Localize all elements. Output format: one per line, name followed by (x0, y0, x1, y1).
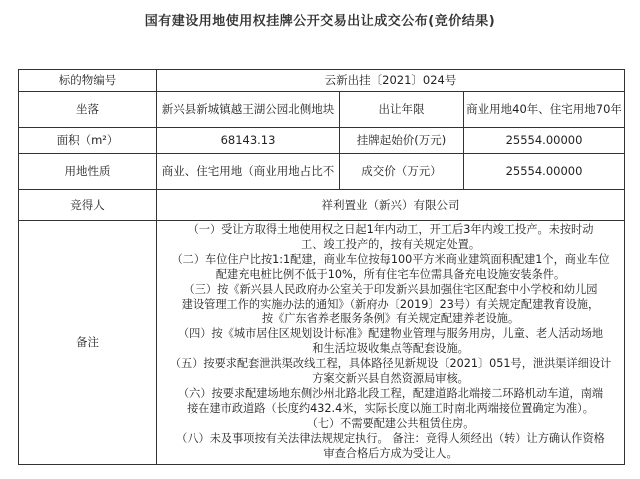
remark-line: 和生活垃圾收集点等配套设施。 (312, 342, 469, 356)
remark-line: （一）受让方取得土地使用权之日起1年内动工，开工后3年内竣工投产。未按时动 (187, 223, 594, 236)
bidder-label: 竞得人 (19, 190, 157, 221)
usage-value: 商业、住宅用地（商业用地占比不 (157, 154, 340, 190)
start-price-value: 25554.00000 (464, 128, 625, 154)
remark-line: （五）按要求配套泄洪渠改线工程，具体路径见新规设〔2021〕051号，泄洪渠详细设计 (169, 357, 612, 371)
area-value: 68143.13 (157, 128, 340, 154)
remark-line: 方案交新兴县自然资源局审核。 (312, 372, 469, 386)
page-title: 国有建设用地使用权挂牌公开交易出让成交公布(竞价结果) (144, 14, 496, 29)
deal-price-value: 25554.00000 (464, 154, 625, 190)
table-row (19, 190, 625, 221)
remark-line: （四）按《城市居住区规划设计标准》配建物业管理与服务用房，儿童、老人活动场地 (177, 327, 604, 341)
remark-line: 接在建市政道路（长度约432.4米，实际长度以施工时南北两端接位置确定为准）。 (187, 401, 594, 415)
area-label: 面积（m²） (19, 128, 157, 154)
location-label: 坐落 (19, 92, 157, 128)
table-row (19, 92, 625, 128)
remark-line: 配建充电桩比例不低于10%，所有住宅车位需具备充电设施安装条件。 (215, 267, 566, 281)
deal-price-label: 成交价（万元） (340, 154, 464, 190)
table-row (19, 128, 625, 154)
remark-line: 建设管理工作的实施办法的通知》（新府办〔2019〕23号）有关规定配建教育设施， (181, 297, 600, 311)
remarks-label: 备注 (19, 221, 157, 465)
subject-no-label: 标的物编号 (19, 70, 157, 92)
remark-line: （七）不需要配建公共租赁住房。 (306, 416, 475, 430)
remark-line: （三）按《新兴县人民政府办公室关于印发新兴县加强住宅区配套中小学校和幼儿园 (183, 282, 598, 296)
bidder-value: 祥利置业（新兴）有限公司 (157, 190, 625, 221)
start-price-label: 挂牌起始价(万元) (340, 128, 464, 154)
remark-line: （八）未及事项按有关法律法规规定执行。 备注：竞得人须经出（转）让方确认作资格 (176, 431, 605, 445)
term-label: 出让年限 (340, 92, 464, 128)
location-value: 新兴县新城镇越王湖公园北侧地块 (157, 92, 340, 128)
remark-line: （六）按要求配建场地东侧沙州北路北段工程，配建道路北端接二环路机动车道，南端 (177, 386, 604, 400)
remark-line: （二）车位住户比按1:1配建，商业车位按每100平方米商业建筑面积配建1个，商业车位 (171, 252, 610, 266)
term-value: 商业用地40年、住宅用地70年 (464, 92, 625, 128)
remark-line: 审查合格后方成为受让人。 (323, 446, 458, 460)
remark-line: 工、竣工投产的，按有关规定处置。 (301, 237, 481, 251)
result-table (18, 69, 625, 465)
table-row (19, 221, 625, 465)
table-row (19, 154, 625, 190)
table-row (19, 70, 625, 92)
remarks-cell (157, 221, 625, 465)
subject-no-value: 云新出挂〔2021〕024号 (157, 70, 625, 92)
usage-label: 用地性质 (19, 154, 157, 190)
remark-line: 按《广东省养老服务条例》有关规定配建养老设施。 (261, 312, 520, 326)
